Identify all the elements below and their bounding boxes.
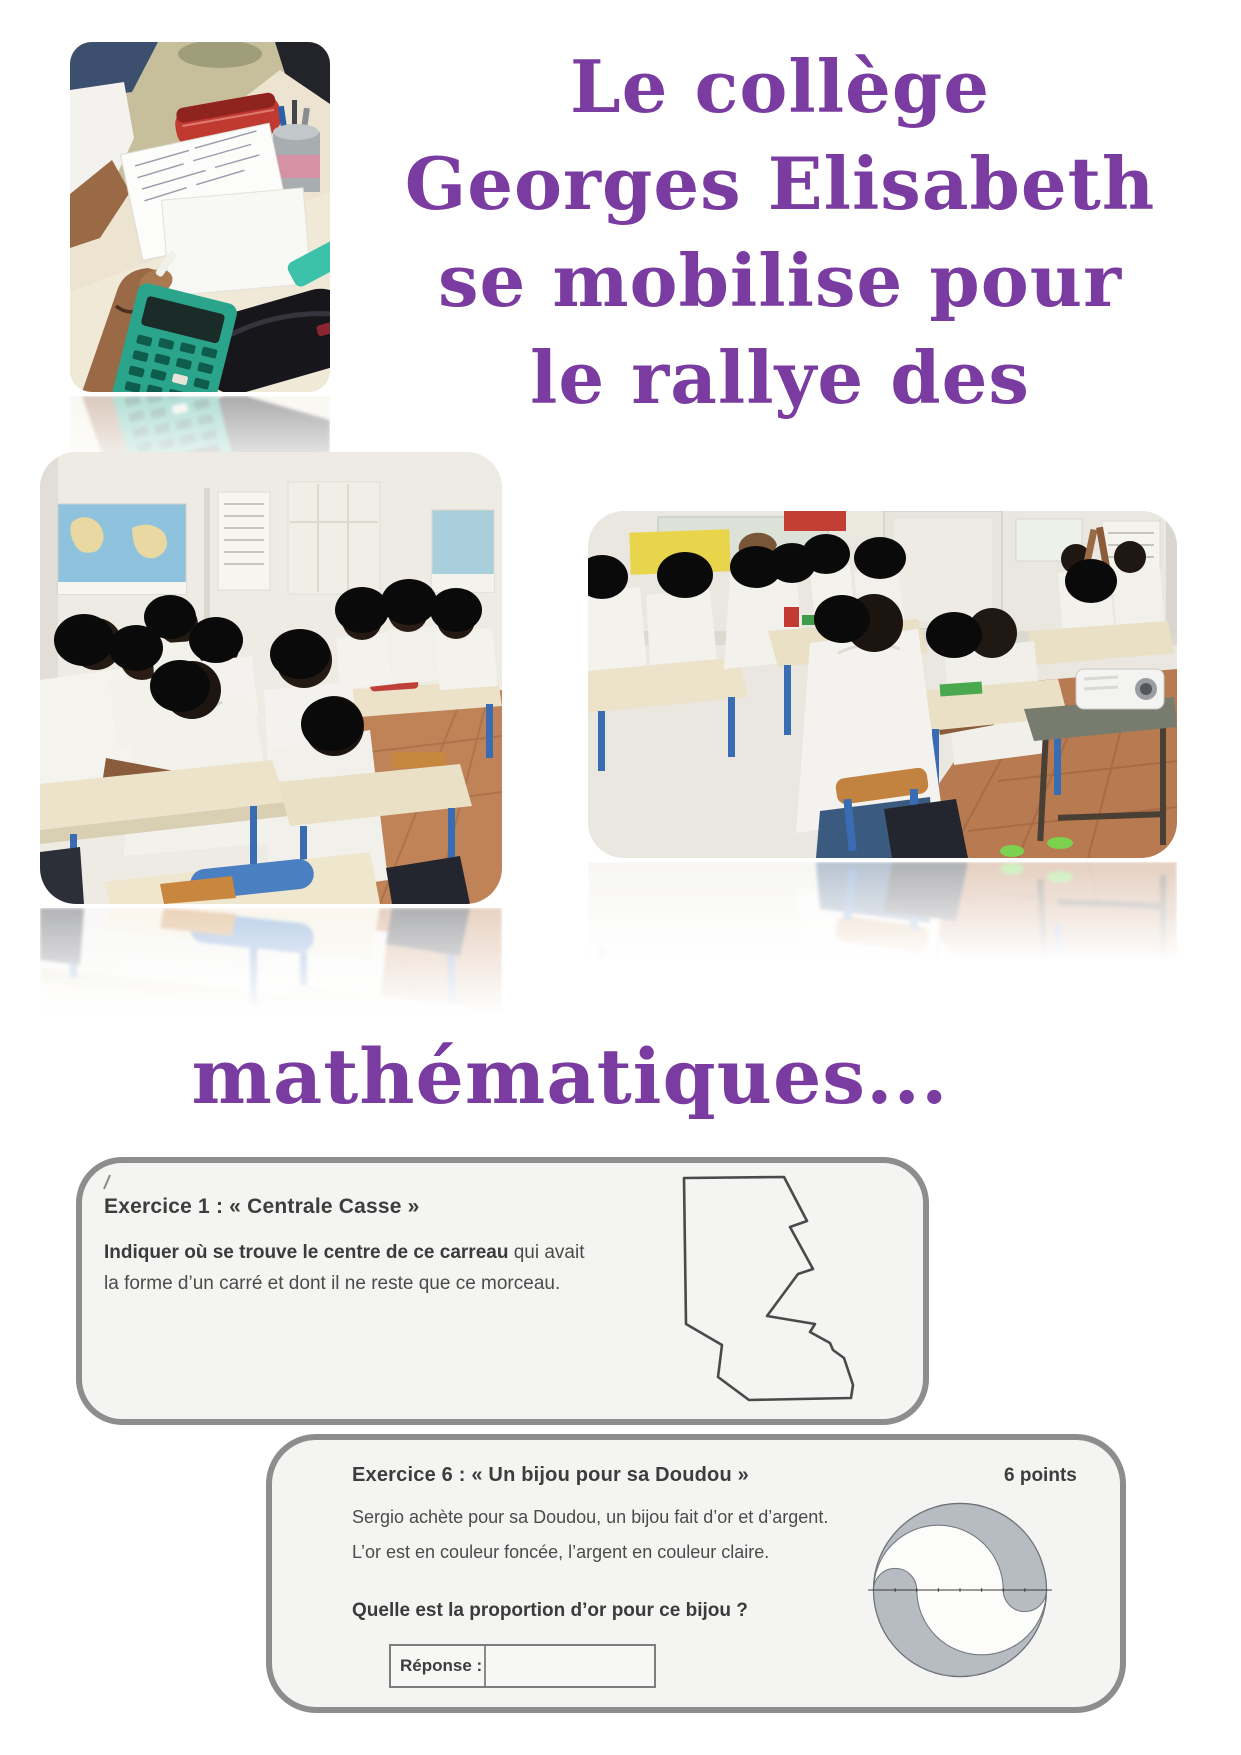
exercise1-statement-line2: la forme d’un carré et dont il ne reste que ce morceau. [104, 1273, 561, 1294]
answer-blank-cell [486, 1646, 654, 1686]
world-map-poster [58, 504, 186, 594]
title-line-1: Le collège [569, 44, 991, 129]
exercise6-question: Quelle est la proportion d’or pour ce bijou ? [352, 1600, 748, 1621]
photo-classroom-left [40, 452, 502, 904]
red-cup [784, 607, 799, 627]
title-line-3: se mobilise pour [437, 238, 1123, 323]
exercise1-statement-bold: Indiquer où se trouve le centre de ce carreau [104, 1242, 509, 1263]
red-poster [784, 511, 846, 531]
exercise1-box [76, 1157, 929, 1425]
exercise6-line2: L’or est en couleur foncée, l’argent en couleur claire. [352, 1542, 770, 1562]
video-projector [1076, 669, 1164, 709]
backpack [884, 799, 968, 858]
exercise6-line1: Sergio achète pour sa Doudou, un bijou fait d’or et d’argent. [352, 1507, 829, 1527]
page-title [320, 38, 1240, 426]
dark-bag-corner [40, 847, 84, 904]
photo2-reflection [40, 908, 502, 1024]
photo-classroom-right [588, 511, 1177, 858]
title-line-4: le rallye des [530, 335, 1030, 420]
pen-mark [96, 1171, 120, 1195]
exercise6-points: 6 points [1004, 1465, 1077, 1486]
exercise6-title: Exercice 6 : « Un bijou pour sa Doudou » [352, 1464, 749, 1486]
answer-label: Réponse : [391, 1646, 486, 1686]
photo3-reflection [588, 862, 1177, 970]
exercise1-statement-rest: qui avait [508, 1242, 585, 1263]
broken-tile-polygon [674, 1173, 870, 1417]
exercise1-title: Exercice 1 : « Centrale Casse » [104, 1195, 420, 1218]
exercise6-box [266, 1434, 1126, 1713]
photo-students-desk-closeup [70, 42, 330, 392]
exercise1-statement [104, 1237, 594, 1299]
subtitle-mathematiques: mathématiques... [191, 1032, 949, 1121]
title-line-2: Georges Elisabeth [404, 141, 1156, 226]
answer-table [389, 1644, 656, 1688]
wooden-chair [392, 752, 446, 768]
jewel-proportion-figure [866, 1496, 1054, 1684]
green-shoe [1047, 837, 1073, 849]
